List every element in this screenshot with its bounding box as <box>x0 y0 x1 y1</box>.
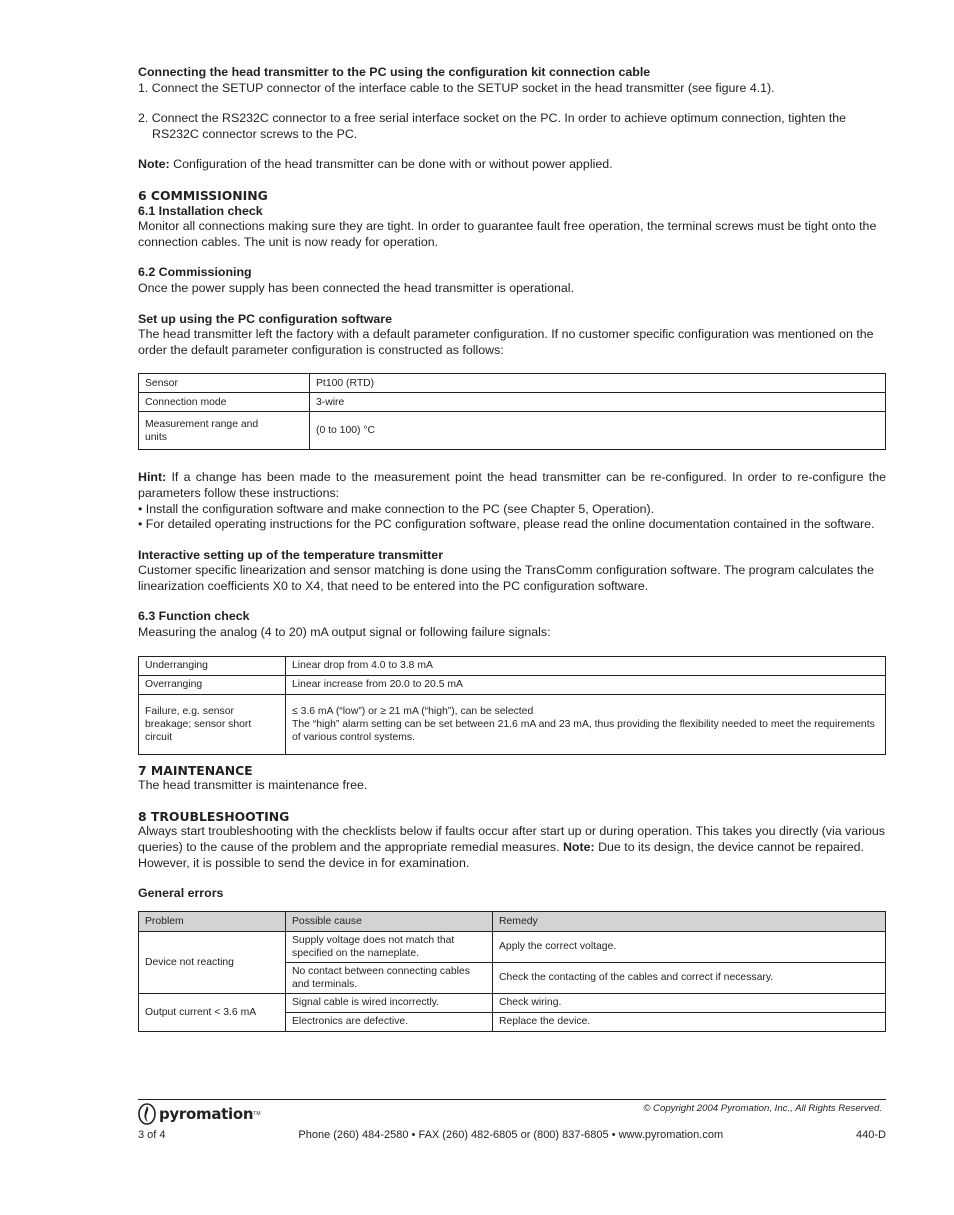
table-cell-label: Failure, e.g. sensor breakage; sensor short circuit <box>139 694 286 754</box>
document-number: 440-D <box>856 1129 886 1141</box>
subheading-interactive: Interactive setting up of the temperature transmitter <box>138 547 444 562</box>
table-cell-label: Overranging <box>139 675 286 694</box>
table-header-cause: Possible cause <box>286 911 493 931</box>
table-cell-value: (0 to 100) °C <box>310 412 886 450</box>
table-row <box>139 393 886 412</box>
interactive-text: Customer specific linearization and sensor matching is done using the TransComm configuration software. The program calculates the linearization coefficients X0 to X4, that need to be entered into the PC configuration software. <box>138 563 875 593</box>
table-row <box>139 675 886 694</box>
pyromation-logo <box>138 1103 261 1125</box>
step-1: 1. Connect the SETUP connector of the interface cable to the SETUP socket in the head transmitter (see figure 4.1). <box>138 80 775 95</box>
section-heading-troubleshooting: 8 TROUBLESHOOTING <box>138 808 290 824</box>
function-check-text: Measuring the analog (4 to 20) mA output signal or following failure signals: <box>138 625 551 640</box>
table-cell-cause: Signal cable is wired incorrectly. <box>286 993 493 1012</box>
table-cell-value <box>286 694 886 754</box>
table-cell-problem: Output current < 3.6 mA <box>139 993 286 1031</box>
table-cell-value: Linear drop from 4.0 to 3.8 mA <box>286 656 886 675</box>
subheading-function-check: 6.3 Function check <box>138 609 250 624</box>
table-cell-cause: No contact between connecting cables and terminals. <box>286 962 493 993</box>
contact-info: Phone (260) 484-2580 • FAX (260) 482-6805 or (800) 837-6805 • www.pyromation.com <box>298 1129 724 1141</box>
table-cell-problem: Device not reacting <box>139 931 286 993</box>
section-heading-maintenance: 7 MAINTENANCE <box>138 762 253 778</box>
note-text: Configuration of the head transmitter can be done with or without power applied. <box>169 157 613 172</box>
document-body <box>138 65 886 1032</box>
subheading-installation-check: 6.1 Installation check <box>138 203 263 218</box>
table-row <box>139 374 886 393</box>
troubleshooting-text-b: Due to its design, the device cannot be repaired. However, it is possible to send the device in for examination. <box>138 840 864 870</box>
troubleshooting-text <box>138 824 886 871</box>
hint-label: Hint: <box>138 470 167 485</box>
failure-line-1: ≤ 3.6 mA (“low”) or ≥ 21 mA (“high”), can be selected <box>292 705 534 717</box>
table-header-row <box>139 911 886 931</box>
hint-paragraph <box>138 470 886 501</box>
table-row <box>139 931 886 962</box>
table-row <box>139 412 886 450</box>
logo-wordmark: pyromation <box>159 1105 254 1123</box>
table-cell-value: Pt100 (RTD) <box>310 374 886 393</box>
table-cell-value: 3-wire <box>310 393 886 412</box>
note-label: Note: <box>138 157 170 172</box>
function-check-table <box>138 656 886 755</box>
table-cell-remedy: Check the contacting of the cables and correct if necessary. <box>493 962 886 993</box>
setup-text: The head transmitter left the factory with a default parameter configuration. If no customer specific configuration was mentioned on the order the default parameter configuration is constructed as follows: <box>138 327 874 357</box>
flame-icon <box>138 1103 156 1125</box>
table-cell-value: Linear increase from 20.0 to 20.5 mA <box>286 675 886 694</box>
table-cell-label: Connection mode <box>139 393 310 412</box>
troubleshooting-note-label: Note: <box>562 840 595 855</box>
section-heading-connecting: Connecting the head transmitter to the PC using the configuration kit connection cable <box>138 65 651 79</box>
step-2: 2. Connect the RS232C connector to a free serial interface socket on the PC. In order to achieve optimum connection, tighten the RS232C connector screws to the PC. <box>138 111 847 141</box>
failure-line-2: The “high” alarm setting can be set between 21.6 mA and 23 mA, thus providing the flexibility needed to meet the requirements of various control systems. <box>292 718 875 743</box>
table-header-remedy: Remedy <box>493 911 886 931</box>
table-cell-label: Sensor <box>139 374 310 393</box>
table-cell-label: Underranging <box>139 656 286 675</box>
table-row <box>139 656 886 675</box>
copyright: © Copyright 2004 Pyromation, Inc., All Rights Reserved. <box>643 1103 882 1114</box>
table-cell-remedy: Apply the correct voltage. <box>493 931 886 962</box>
maintenance-text: The head transmitter is maintenance free. <box>138 778 368 793</box>
general-errors-table <box>138 911 886 1032</box>
commissioning-text: Once the power supply has been connected the head transmitter is operational. <box>138 280 575 295</box>
hint-bullet-2: • For detailed operating instructions for the PC configuration software, please read the online documentation contained in the software. <box>138 517 875 532</box>
table-row <box>139 993 886 1012</box>
logo-trademark: TM <box>253 1111 261 1117</box>
table-cell-label: Measurement range and units <box>139 412 310 450</box>
subheading-general-errors: General errors <box>138 886 224 901</box>
subheading-commissioning: 6.2 Commissioning <box>138 265 252 280</box>
footer-line <box>138 1129 886 1141</box>
table-cell-remedy: Check wiring. <box>493 993 886 1012</box>
subheading-setup: Set up using the PC configuration software <box>138 311 393 326</box>
table-cell-cause: Supply voltage does not match that specified on the nameplate. <box>286 931 493 962</box>
section-heading-commissioning: 6 COMMISSIONING <box>138 187 268 203</box>
installation-check-text: Monitor all connections making sure they are tight. In order to guarantee fault free operation, the terminal screws must be tight onto the connection cables. The unit is now ready for operation. <box>138 219 877 249</box>
page-number: 3 of 4 <box>138 1129 166 1141</box>
page-footer <box>138 1099 886 1141</box>
hint-bullet-1: • Install the configuration software and make connection to the PC (see Chapter 5, Operation). <box>138 501 655 516</box>
table-cell-cause: Electronics are defective. <box>286 1012 493 1031</box>
table-header-problem: Problem <box>139 911 286 931</box>
note-paragraph <box>138 157 886 173</box>
table-cell-remedy: Replace the device. <box>493 1012 886 1031</box>
table-row <box>139 694 886 754</box>
default-config-table <box>138 373 886 450</box>
troubleshooting-text-a: Always start troubleshooting with the checklists below if faults occur after start up or during operation. This takes you directly (via various queries) to the cause of the problem and the appropriate remedial measures. <box>138 824 885 855</box>
hint-text: If a change has been made to the measurement point the head transmitter can be re-configured. In order to re-configure the parameters follow these instructions: <box>138 470 886 500</box>
footer-rule <box>138 1099 886 1100</box>
